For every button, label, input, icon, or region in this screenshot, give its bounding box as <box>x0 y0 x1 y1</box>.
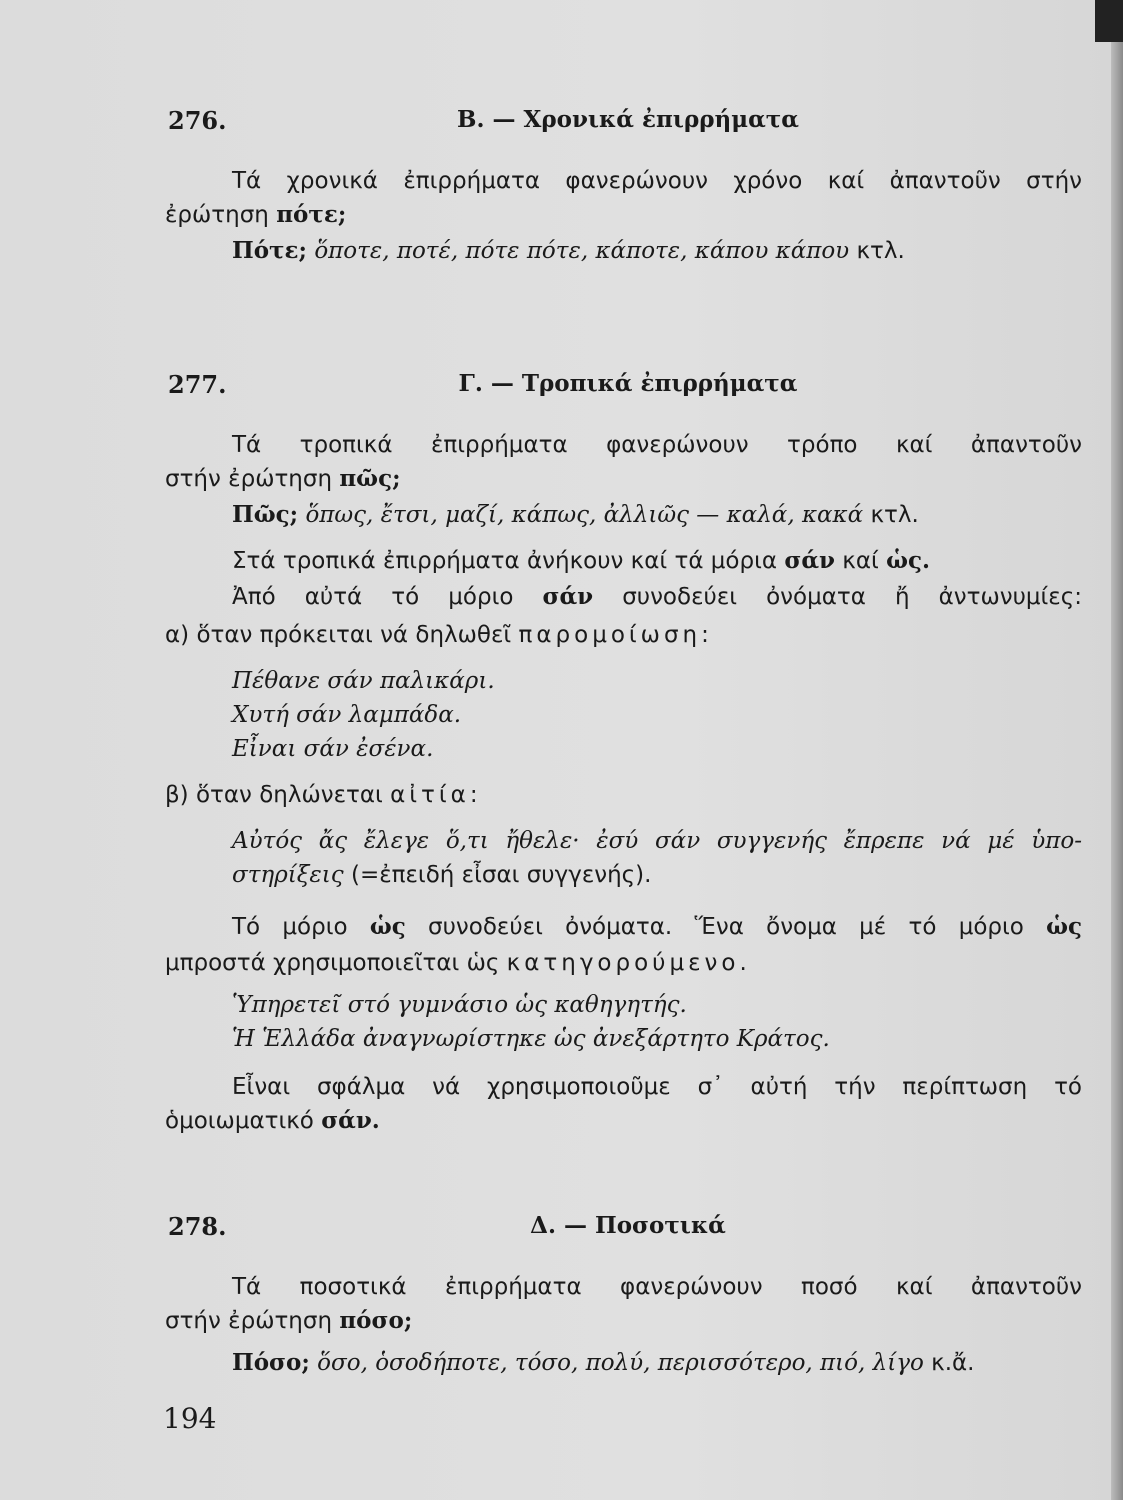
paragraph-line: στήν ἐρώτηση πῶς; <box>165 465 401 492</box>
paragraph-line: Τά χρονικά ἐπιρρήματα φανερώνουν χρόνο καί ἀπαντοῦν στήν <box>232 168 1082 194</box>
section-title: Δ. — Ποσοτικά <box>530 1212 726 1239</box>
page-number: 194 <box>163 1402 217 1435</box>
example-line: Πῶς; ὅπως, ἔτσι, μαζί, κάπως, ἀλλιῶς — καλά, κακά κτλ. <box>232 501 919 528</box>
section-heading-278 <box>168 1212 1088 1242</box>
paragraph-line: ὁμοιωματικό σάν. <box>165 1107 380 1134</box>
example-keyword: Πῶς; <box>232 501 299 528</box>
alpha-case: α) ὅταν πρόκειται νά δηλωθεῖ παρομοίωση: <box>165 622 713 648</box>
example-sentence: Εἶναι σάν ἐσένα. <box>232 736 434 762</box>
question-word: πῶς; <box>339 465 401 492</box>
example-sentence: Αὐτός ἄς ἔλεγε ὅ,τι ἤθελε· ἐσύ σάν συγγενής ἔπρεπε νά μέ ὑπο- <box>232 828 1082 854</box>
example-sentence: Χυτή σάν λαμπάδα. <box>232 702 462 728</box>
example-keyword: Πόσο; <box>232 1349 310 1376</box>
paragraph-line: Τά τροπικά ἐπιρρήματα φανερώνουν τρόπο καί ἀπαντοῦν <box>232 432 1082 458</box>
example-list: ὅποτε, ποτέ, πότε πότε, κάποτε, κάπου κάπου <box>314 238 850 264</box>
paragraph-line: Τό μόριο ὡς συνοδεύει ὀνόματα. Ἕνα ὄνομα μέ τό μόριο ὡς <box>232 913 1083 940</box>
section-number: 278. <box>168 1212 227 1241</box>
example-list: ὅπως, ἔτσι, μαζί, κάπως, ἀλλιῶς — καλά, κακά <box>305 502 864 528</box>
section-number: 277. <box>168 370 227 399</box>
section-title: Γ. — Τροπικά ἐπιρρήματα <box>458 370 798 397</box>
example-sentence: Πέθανε σάν παλικάρι. <box>232 668 495 694</box>
page-corner-shadow <box>1095 0 1123 42</box>
example-sentence: Ἡ Ἑλλάδα ἀναγνωρίστηκε ὡς ἀνεξάρτητο Κράτος. <box>232 1026 830 1052</box>
question-word: πόσο; <box>339 1307 413 1334</box>
section-number: 276. <box>168 106 227 135</box>
question-word: πότε; <box>276 201 347 228</box>
section-heading-277 <box>168 370 1088 400</box>
paragraph-line: Τά ποσοτικά ἐπιρρήματα φανερώνουν ποσό καί ἀπαντοῦν <box>232 1274 1082 1300</box>
paragraph-line: Εἶναι σφάλμα νά χρησιμοποιοῦμε σ᾽ αὐτή τήν περίπτωση τό <box>232 1074 1082 1100</box>
example-line: Πότε; ὅποτε, ποτέ, πότε πότε, κάποτε, κάπου κάπου κτλ. <box>232 237 905 264</box>
paragraph-line: Στά τροπικά ἐπιρρήματα ἀνήκουν καί τά μόρια σάν καί ὡς. <box>232 547 931 574</box>
paragraph-line: Ἀπό αὐτά τό μόριο σάν συνοδεύει ὀνόματα ἤ ἀντωνυμίες: <box>232 583 1082 610</box>
example-line: Πόσο; ὅσο, ὁσοδήποτε, τόσο, πολύ, περισσότερο, πιό, λίγο κ.ἄ. <box>232 1349 975 1376</box>
page-edge <box>1111 0 1123 1500</box>
section-heading-276 <box>168 106 1088 136</box>
example-list: ὅσο, ὁσοδήποτε, τόσο, πολύ, περισσότερο, πιό, λίγο <box>317 1350 924 1376</box>
example-sentence: στηρίξεις (=ἐπειδή εἶσαι συγγενής). <box>232 862 652 888</box>
paragraph-line: ἐρώτηση πότε; <box>165 201 347 228</box>
paragraph-line: μπροστά χρησιμοποιεῖται ὡς κατηγορούμενο. <box>165 950 751 976</box>
paragraph-line: στήν ἐρώτηση πόσο; <box>165 1307 413 1334</box>
beta-case: β) ὅταν δηλώνεται αἰτία: <box>165 782 482 808</box>
section-title: B. — Χρονικά ἐπιρρήματα <box>457 106 799 133</box>
example-keyword: Πότε; <box>232 237 308 264</box>
example-sentence: Ὑπηρετεῖ στό γυμνάσιο ὡς καθηγητής. <box>232 992 687 1018</box>
